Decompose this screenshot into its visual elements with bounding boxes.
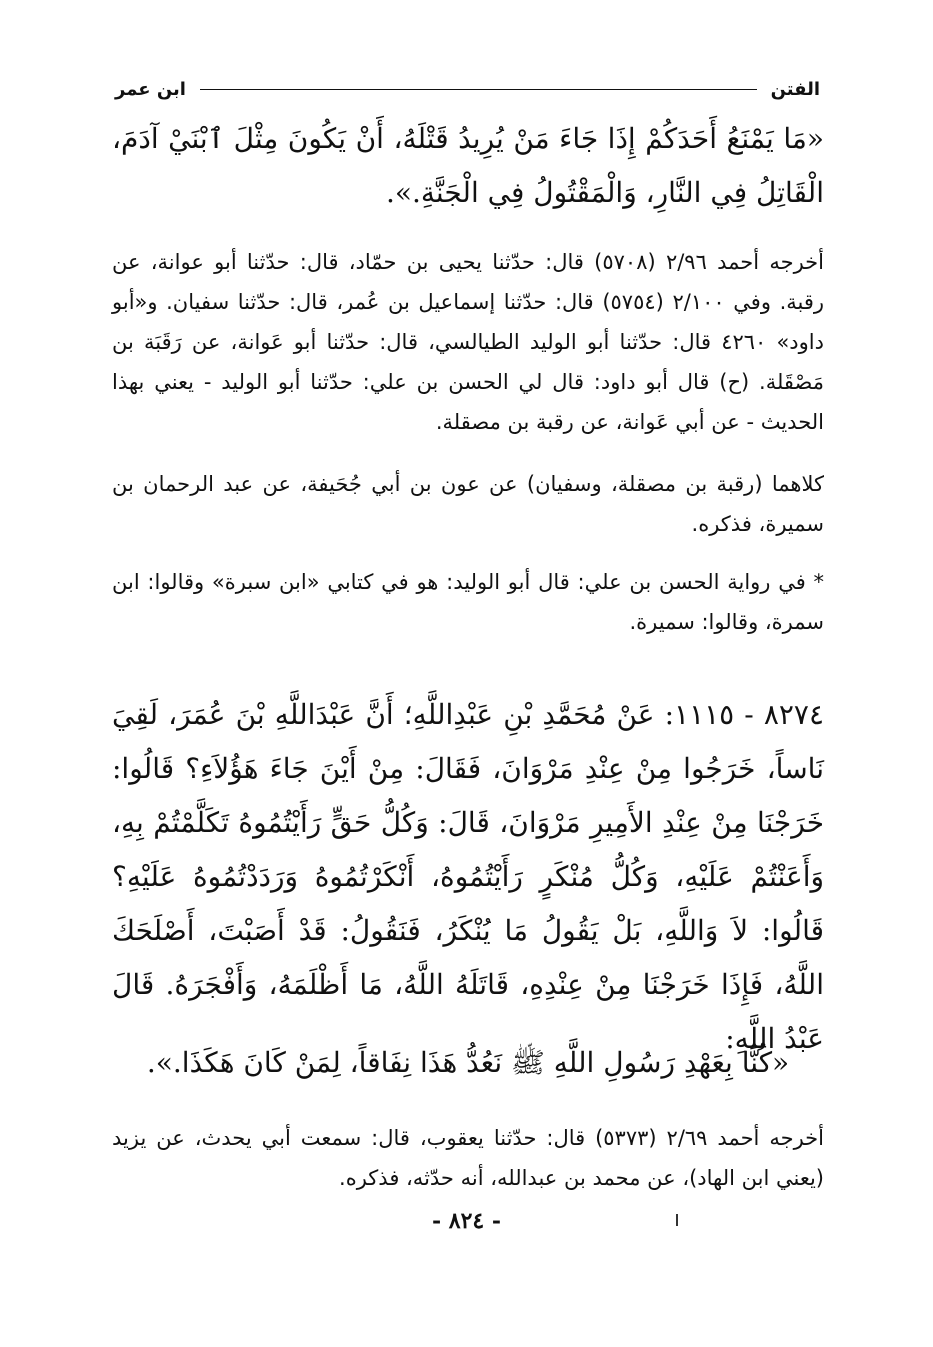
running-header bbox=[115, 74, 820, 104]
hadith-text-3: «كُنَّا بِعَهْدِ رَسُولِ اللَّهِ ﷺ نَعُدُّ هَذَا نِفَاقاً، لِمَنْ كَانَ هَكَذَا.». bbox=[146, 1046, 790, 1079]
source-citation-2: كلاهما (رقبة بن مصقلة، وسفيان) عن عون بن أبي جُحَيفة، عن عبد الرحمان بن سميرة، فذكره. bbox=[112, 472, 824, 536]
header-chapter-title: الفتن bbox=[770, 78, 820, 100]
scan-mark bbox=[676, 1214, 678, 1226]
header-section-title: ابن عمر bbox=[115, 78, 186, 100]
hadith-text-1: «مَا يَمْنَعُ أَحَدَكُمْ إِذَا جَاءَ مَنْ يُرِيدُ قَتْلَهُ، أَنْ يَكُونَ مِثْلَ ٱبْنَيْ آدَمَ، الْقَاتِلُ فِي النَّارِ، وَالْمَقْتُولُ فِي الْجَنَّةِ.». bbox=[112, 122, 824, 209]
hadith-text-2: ٨٢٧٤ - ١١١٥: عَنْ مُحَمَّدِ بْنِ عَبْدِاللَّهِ؛ أَنَّ عَبْدَاللَّهِ بْنَ عُمَرَ، لَقِيَ نَاساً، خَرَجُوا مِنْ عِنْدِ مَرْوَانَ، فَقَالَ: مِنْ أَيْنَ جَاءَ هَؤُلاَءِ؟ قَالُوا: خَرَجْنَا مِنْ عِنْدِ الأَمِيرِ مَرْوَانَ، قَالَ: وَكُلُّ حَقٍّ رَأَيْتُمُوهُ تَكَلَّمْتُمْ بِهِ، وَأَعَنْتُمْ عَلَيْهِ، وَكُلُّ مُنْكَرٍ رَأَيْتُمُوهُ، أَنْكَرْتُمُوهُ وَرَدَدْتُمُوهُ عَلَيْهِ؟ قَالُوا: لاَ وَاللَّهِ، بَلْ يَقُولُ مَا يُنْكَرُ، فَنَقُولُ: قَدْ أَصَبْتَ، أَصْلَحَكَ اللَّهُ، فَإِذَا خَرَجْنَا مِنْ عِنْدِهِ، قَاتَلَهُ اللَّهُ، مَا أَظْلَمَهُ، وَأَفْجَرَهُ. قَالَ عَبْدُ اللَّهِ: bbox=[112, 698, 824, 1055]
header-rule bbox=[200, 89, 757, 90]
page-number: - ٨٢٤ - bbox=[431, 1208, 502, 1234]
footnote-1: * في رواية الحسن بن علي: قال أبو الوليد: هو في كتابي «ابن سبرة» وقالوا: ابن سمرة، وقالوا: سميرة. bbox=[112, 570, 824, 634]
source-citation-3: أخرجه أحمد ٢/٦٩ (٥٣٧٣) قال: حدّثنا يعقوب، قال: سمعت أبي يحدث، عن يزيد (يعني ابن الهاد)، عن محمد بن عبدالله، أنه حدّثه، فذكره. bbox=[112, 1126, 824, 1190]
source-citation-1: أخرجه أحمد ٢/٩٦ (٥٧٠٨) قال: حدّثنا يحيى بن حمّاد، قال: حدّثنا أبو عوانة، عن رقبة. وفي ٢/١٠٠ (٥٧٥٤) قال: حدّثنا إسماعيل بن عُمر، قال: حدّثنا سفيان. و«أبو داود» ٤٢٦٠ قال: حدّثنا أبو الوليد الطيالسي، قال: حدّثنا أبو عَوانة، عن رَقَبَة بن مَصْقَلة. (ح) قال أبو داود: قال لي الحسن بن علي: حدّثنا أبو الوليد - يعني بهذا الحديث - عن أبي عَوانة، عن رقبة بن مصقلة. bbox=[112, 250, 825, 434]
